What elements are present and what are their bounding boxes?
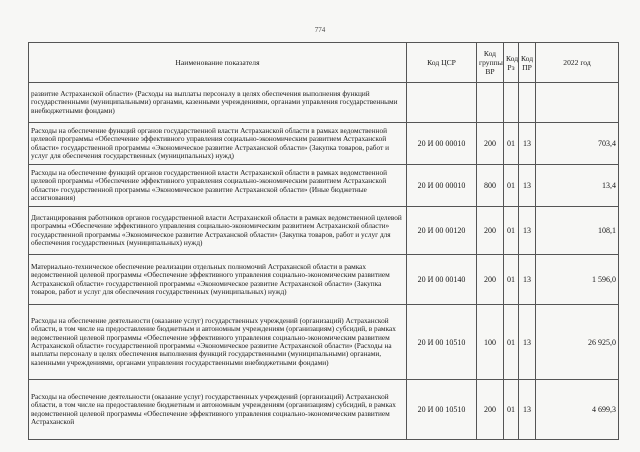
row-amount: 26 925,0	[536, 305, 619, 380]
row-name: Расходы на обеспечение функций органов государственной власти Астраханской области в рамках ведомственной целевой программы «Обеспечение эффективного управления социально-экономическим развитием Астраханской области» государственной программы «Экономическое развитие Астраханской области» (Закупка товаров, работ и услуг для обеспечения государственных (муниципальных) нужд)	[29, 123, 407, 165]
row-amount	[536, 83, 619, 123]
row-rz: 01	[504, 165, 519, 207]
table-row	[29, 207, 619, 255]
row-name: Расходы на обеспечение деятельности (оказание услуг) государственных учреждений (организаций) Астраханской области, в том числе на предоставление бюджетным и автономным учреждениям (организациям) субсидий, в рамках ведомственной целевой программы «Обеспечение эффективного управления социально-экономическим развитием Астраханской	[29, 380, 407, 440]
row-csr: 20 И 00 10510	[407, 305, 477, 380]
header-name: Наименование показателя	[29, 43, 407, 83]
row-vr: 800	[477, 165, 504, 207]
row-vr: 200	[477, 380, 504, 440]
header-year: 2022 год	[536, 43, 619, 83]
row-csr: 20 И 00 10510	[407, 380, 477, 440]
header-csr: Код ЦСР	[407, 43, 477, 83]
row-pr: 13	[519, 123, 536, 165]
row-vr: 200	[477, 255, 504, 305]
row-amount: 13,4	[536, 165, 619, 207]
row-vr: 100	[477, 305, 504, 380]
header-vr: Код группы ВР	[477, 43, 504, 83]
row-name: Материально-техническое обеспечение реализации отдельных полномочий Астраханской области в рамках ведомственной целевой программы «Обеспечение эффективного управления социально-экономическим развитием Астраханской области» государственной программы «Экономическое развитие Астраханской области» (Закупка товаров, работ и услуг для обеспечения государственных (муниципальных) нужд)	[29, 255, 407, 305]
row-rz	[504, 83, 519, 123]
table-header-row	[29, 43, 619, 83]
row-rz: 01	[504, 255, 519, 305]
row-vr: 200	[477, 123, 504, 165]
row-name: Расходы на обеспечение деятельности (оказание услуг) государственных учреждений (организаций) Астраханской области, в том числе на предоставление бюджетным и автономным учреждениям (организациям) субсидий, в рамках ведомственной целевой программы «Обеспечение эффективного управления социально-экономическим развитием Астраханской области» государственной программы «Экономическое развитие Астраханской области» (Расходы на выплаты персоналу в целях обеспечения выполнения функций государственными (муниципальными) органами, казенными учреждениями, органами управления государственными внебюджетными фондами)	[29, 305, 407, 380]
header-pr: Код ПР	[519, 43, 536, 83]
row-pr: 13	[519, 380, 536, 440]
header-rz: Код Рз	[504, 43, 519, 83]
table-row	[29, 380, 619, 440]
table-row	[29, 255, 619, 305]
budget-table	[28, 42, 619, 440]
row-name: Дистанцирования работников органов государственной власти Астраханской области в рамках ведомственной целевой программы «Обеспечение эффективного управления социально-экономическим развитием Астраханской области» государственной программы «Экономическое развитие Астраханской области» (Закупка товаров, работ и услуг для обеспечения государственных (муниципальных) нужд)	[29, 207, 407, 255]
row-pr: 13	[519, 207, 536, 255]
row-amount: 1 596,0	[536, 255, 619, 305]
row-csr	[407, 83, 477, 123]
row-amount: 108,1	[536, 207, 619, 255]
row-pr: 13	[519, 255, 536, 305]
row-name: Расходы на обеспечение функций органов государственной власти Астраханской области в рамках ведомственной целевой программы «Обеспечение эффективного управления социально-экономическим развитием Астраханской области» государственной программы «Экономическое развитие Астраханской области» (Иные бюджетные ассигнования)	[29, 165, 407, 207]
row-csr: 20 И 00 00010	[407, 165, 477, 207]
row-csr: 20 И 00 00140	[407, 255, 477, 305]
row-csr: 20 И 00 00120	[407, 207, 477, 255]
row-rz: 01	[504, 380, 519, 440]
row-csr: 20 И 00 00010	[407, 123, 477, 165]
row-rz: 01	[504, 207, 519, 255]
row-pr	[519, 83, 536, 123]
table-row	[29, 83, 619, 123]
table-row	[29, 165, 619, 207]
table-row	[29, 123, 619, 165]
page-number: 774	[314, 26, 326, 34]
row-pr: 13	[519, 305, 536, 380]
row-rz: 01	[504, 305, 519, 380]
row-vr: 200	[477, 207, 504, 255]
row-rz: 01	[504, 123, 519, 165]
row-vr	[477, 83, 504, 123]
table-row	[29, 305, 619, 380]
row-pr: 13	[519, 165, 536, 207]
row-amount: 4 699,3	[536, 380, 619, 440]
row-name: развитие Астраханской области» (Расходы на выплаты персоналу в целях обеспечения выполнения функций государственными (муниципальными) органами, казенными учреждениями, органами управления государственными внебюджетными фондами)	[29, 83, 407, 123]
row-amount: 703,4	[536, 123, 619, 165]
